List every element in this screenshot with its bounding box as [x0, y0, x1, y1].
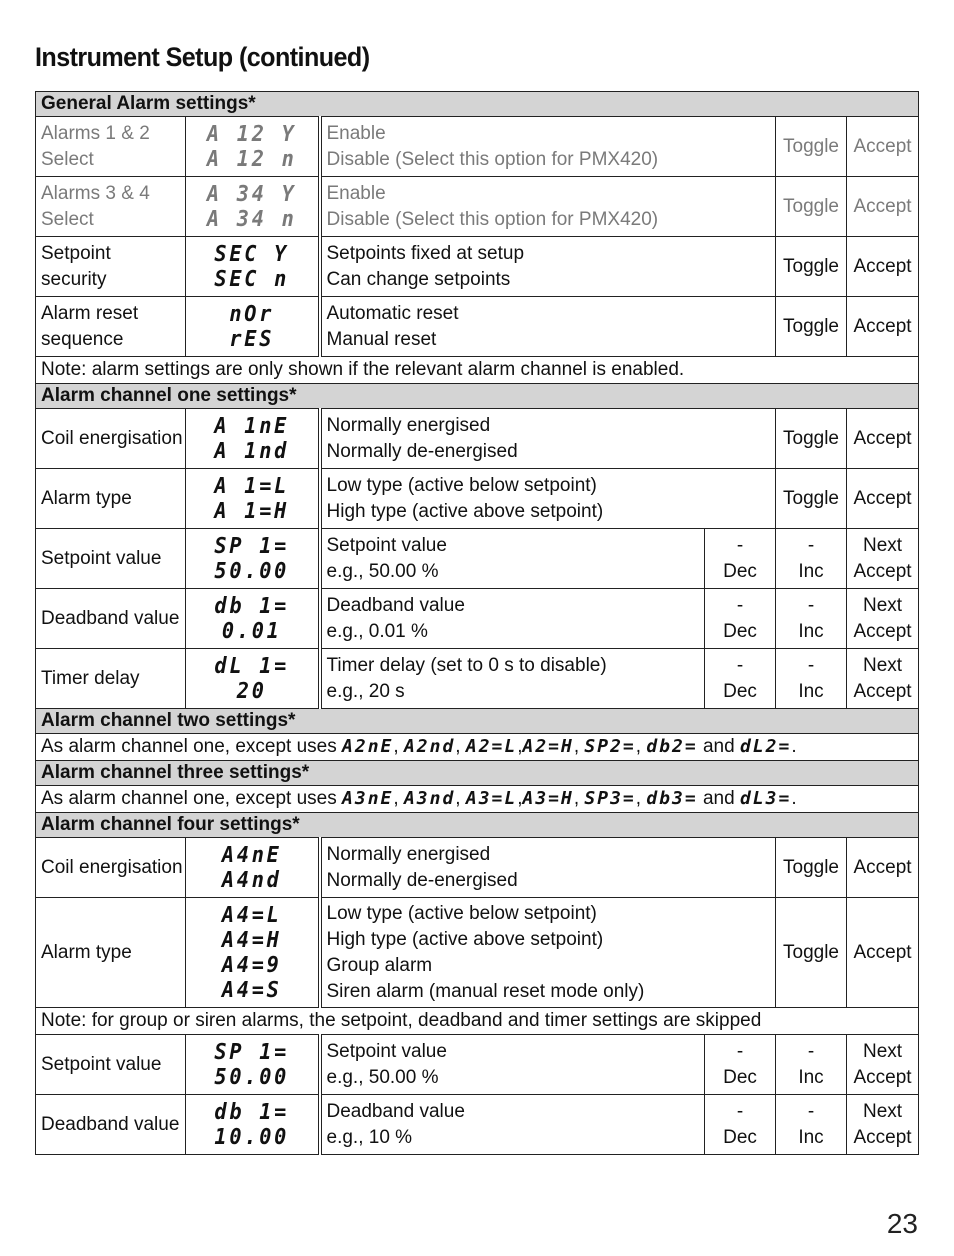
param-description: Normally energised Normally de-energised — [320, 838, 776, 898]
segment-display: A4nE A4nd — [186, 838, 320, 898]
toggle-key: Toggle — [776, 177, 847, 237]
table-row — [36, 409, 919, 469]
segment-display: SP 1= 50.00 — [186, 1035, 320, 1095]
param-label: Coil energisation — [36, 838, 186, 898]
dec-key: - Dec — [705, 1095, 776, 1155]
inc-key: - Inc — [776, 589, 847, 649]
inc-key: - Inc — [776, 649, 847, 709]
dec-key: - Dec — [705, 529, 776, 589]
param-label: Alarms 1 & 2 Select — [36, 117, 186, 177]
toggle-key: Toggle — [776, 237, 847, 297]
table-row — [36, 297, 919, 357]
param-description: Low type (active below setpoint) High type (active above setpoint) Group alarm Siren alarm (manual reset mode only) — [320, 898, 776, 1008]
dec-key: - Dec — [705, 649, 776, 709]
param-label: Alarms 3 & 4 Select — [36, 177, 186, 237]
accept-key: Accept — [847, 409, 919, 469]
section-header-ch2: Alarm channel two settings* — [36, 709, 919, 734]
alarm-settings-table — [35, 91, 919, 1155]
channel-two-note: As alarm channel one, except uses A2nE, A2nd, A2=L,A2=H, SP2=, db2= and dL2=. — [36, 734, 919, 761]
next-accept-key: Next Accept — [847, 589, 919, 649]
accept-key: Accept — [847, 117, 919, 177]
param-description: Deadband value e.g., 10 % — [320, 1095, 705, 1155]
table-row — [36, 898, 919, 1008]
accept-key: Accept — [847, 177, 919, 237]
param-description: Enable Disable (Select this option for PMX420) — [320, 117, 776, 177]
inc-key: - Inc — [776, 1095, 847, 1155]
table-row — [36, 838, 919, 898]
accept-key: Accept — [847, 297, 919, 357]
segment-display: db 1= 0.01 — [186, 589, 320, 649]
table-row — [36, 469, 919, 529]
table-row — [36, 649, 919, 709]
accept-key: Accept — [847, 237, 919, 297]
param-description: Normally energised Normally de-energised — [320, 409, 776, 469]
param-label: Coil energisation — [36, 409, 186, 469]
param-label: Timer delay — [36, 649, 186, 709]
dec-key: - Dec — [705, 1035, 776, 1095]
segment-display: SEC Y SEC n — [186, 237, 320, 297]
toggle-key: Toggle — [776, 297, 847, 357]
param-description: Timer delay (set to 0 s to disable) e.g., 20 s — [320, 649, 705, 709]
table-row — [36, 1035, 919, 1095]
param-label: Alarm type — [36, 898, 186, 1008]
note-channel-four: Note: for group or siren alarms, the setpoint, deadband and timer settings are skipped — [36, 1008, 919, 1035]
param-description: Enable Disable (Select this option for PMX420) — [320, 177, 776, 237]
inc-key: - Inc — [776, 529, 847, 589]
param-description: Low type (active below setpoint) High type (active above setpoint) — [320, 469, 776, 529]
segment-display: dL 1= 20 — [186, 649, 320, 709]
param-label: Setpoint security — [36, 237, 186, 297]
channel-three-note: As alarm channel one, except uses A3nE, A3nd, A3=L,A3=H, SP3=, db3= and dL3=. — [36, 786, 919, 813]
page-title: Instrument Setup (continued) — [35, 42, 370, 72]
param-label: Deadband value — [36, 589, 186, 649]
segment-display: A 1nE A 1nd — [186, 409, 320, 469]
param-description: Automatic reset Manual reset — [320, 297, 776, 357]
param-label: Setpoint value — [36, 529, 186, 589]
param-label: Alarm reset sequence — [36, 297, 186, 357]
param-description: Setpoint value e.g., 50.00 % — [320, 529, 705, 589]
section-header-ch3: Alarm channel three settings* — [36, 761, 919, 786]
note-general: Note: alarm settings are only shown if the relevant alarm channel is enabled. — [36, 357, 919, 384]
accept-key: Accept — [847, 469, 919, 529]
table-row — [36, 589, 919, 649]
table-row — [36, 117, 919, 177]
param-description: Setpoints fixed at setup Can change setpoints — [320, 237, 776, 297]
table-row — [36, 177, 919, 237]
param-description: Setpoint value e.g., 50.00 % — [320, 1035, 705, 1095]
table-row — [36, 529, 919, 589]
segment-display: A 12 Y A 12 n — [186, 117, 320, 177]
accept-key: Accept — [847, 898, 919, 1008]
next-accept-key: Next Accept — [847, 1035, 919, 1095]
next-accept-key: Next Accept — [847, 529, 919, 589]
inc-key: - Inc — [776, 1035, 847, 1095]
toggle-key: Toggle — [776, 838, 847, 898]
toggle-key: Toggle — [776, 898, 847, 1008]
next-accept-key: Next Accept — [847, 649, 919, 709]
segment-display: db 1= 10.00 — [186, 1095, 320, 1155]
toggle-key: Toggle — [776, 409, 847, 469]
table-row — [36, 1095, 919, 1155]
section-header-ch4: Alarm channel four settings* — [36, 813, 919, 838]
table-row — [36, 237, 919, 297]
segment-display: nOr rES — [186, 297, 320, 357]
next-accept-key: Next Accept — [847, 1095, 919, 1155]
toggle-key: Toggle — [776, 469, 847, 529]
toggle-key: Toggle — [776, 117, 847, 177]
param-label: Setpoint value — [36, 1035, 186, 1095]
param-description: Deadband value e.g., 0.01 % — [320, 589, 705, 649]
segment-display: A 34 Y A 34 n — [186, 177, 320, 237]
segment-display: SP 1= 50.00 — [186, 529, 320, 589]
accept-key: Accept — [847, 838, 919, 898]
page-number: 23 — [886, 1208, 918, 1239]
param-label: Deadband value — [36, 1095, 186, 1155]
segment-display: A 1=L A 1=H — [186, 469, 320, 529]
section-header-general: General Alarm settings* — [36, 92, 919, 117]
section-header-ch1: Alarm channel one settings* — [36, 384, 919, 409]
dec-key: - Dec — [705, 589, 776, 649]
segment-display: A4=L A4=H A4=9 A4=S — [186, 898, 320, 1008]
param-label: Alarm type — [36, 469, 186, 529]
